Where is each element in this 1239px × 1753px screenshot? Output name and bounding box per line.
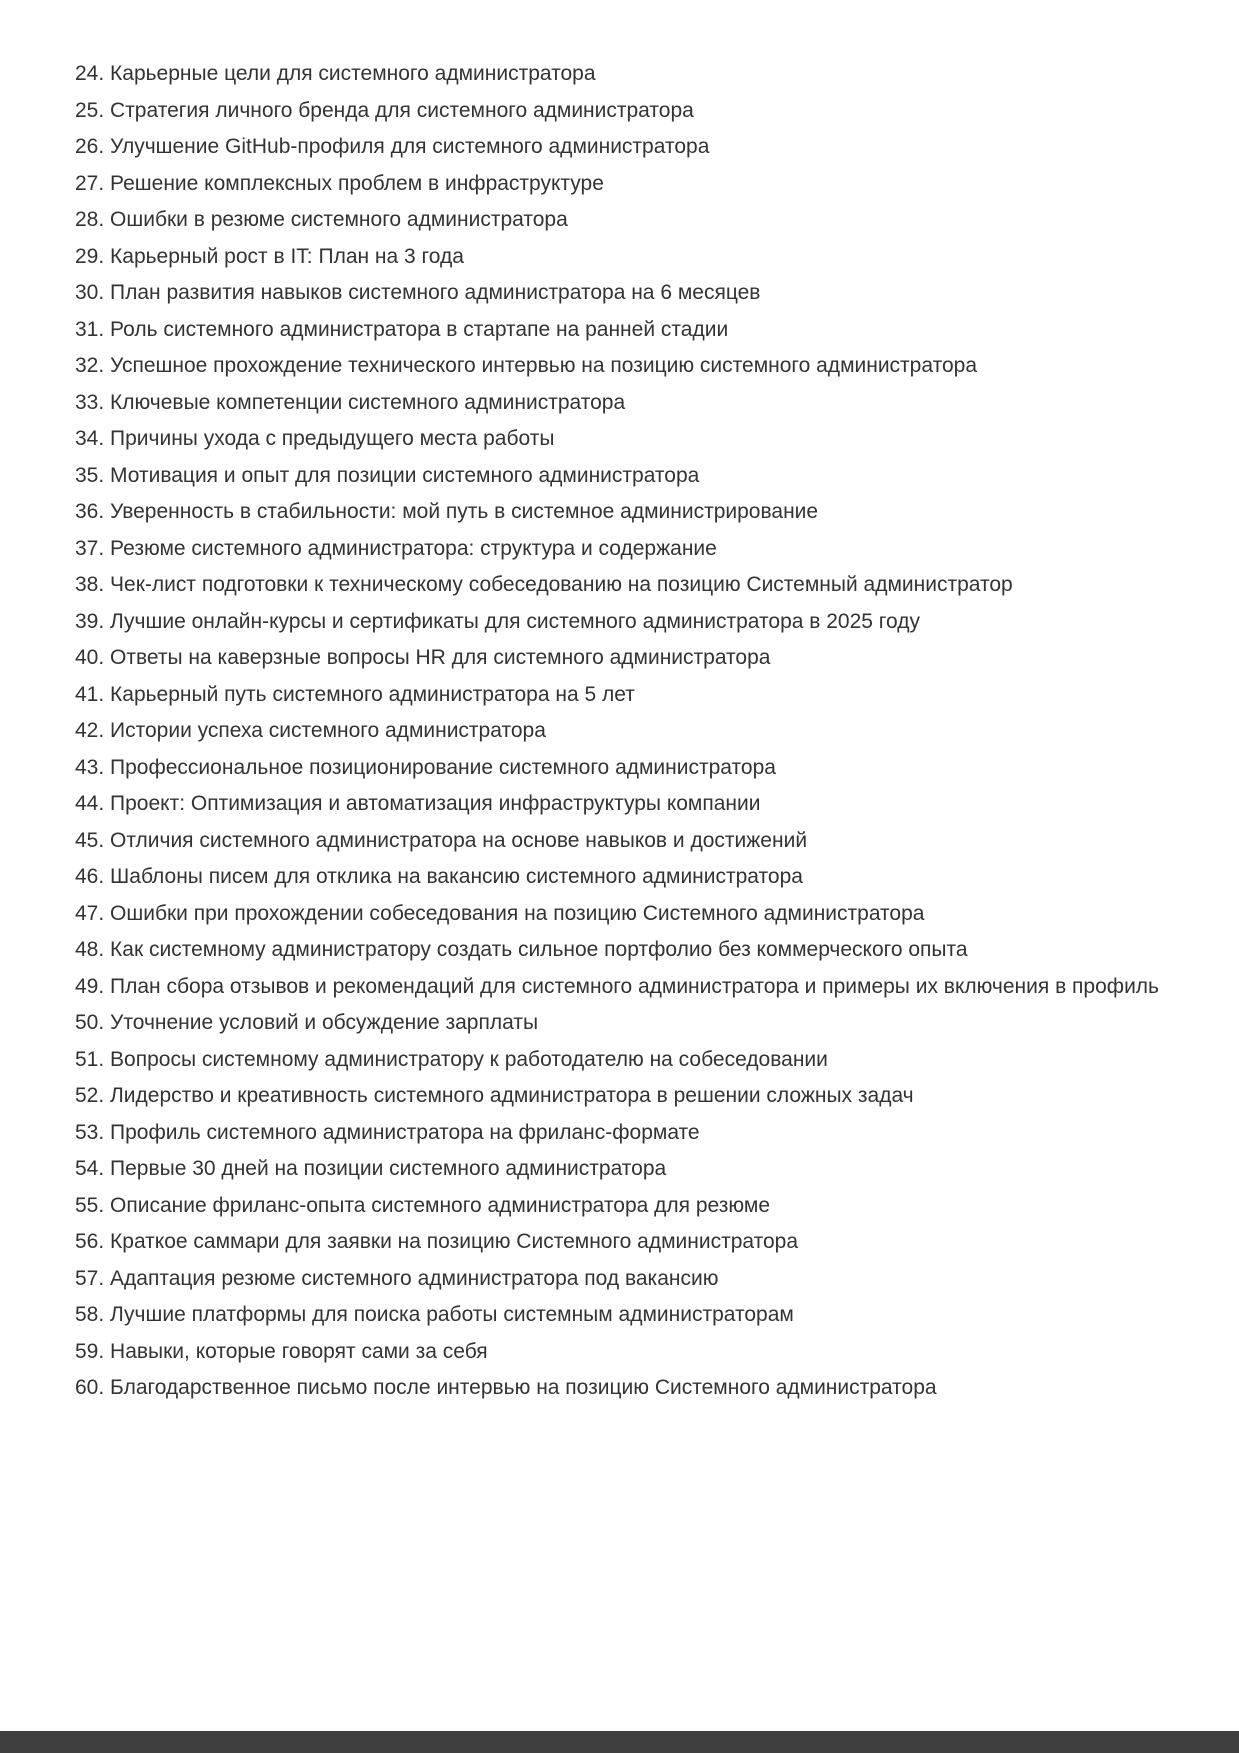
list-item: 35. Мотивация и опыт для позиции системного администратора bbox=[75, 463, 700, 487]
list-item: 43. Профессиональное позиционирование системного администратора bbox=[75, 755, 776, 779]
list-item: 44. Проект: Оптимизация и автоматизация инфраструктуры компании bbox=[75, 792, 761, 815]
list-item: 31. Роль системного администратора в стартапе на ранней стадии bbox=[75, 317, 729, 341]
list-item: 55. Описание фриланс-опыта системного администратора для резюме bbox=[75, 1193, 771, 1217]
list-item: 27. Решение комплексных проблем в инфраструктуре bbox=[75, 171, 604, 195]
list-item: 26. Улучшение GitHub-профиля для системного администратора bbox=[75, 135, 710, 158]
list-item: 33. Ключевые компетенции системного администратора bbox=[75, 390, 626, 414]
list-item: 30. План развития навыков системного администратора на 6 месяцев bbox=[75, 281, 761, 304]
list-item: 37. Резюме системного администратора: структура и содержание bbox=[75, 536, 717, 560]
list-item: 47. Ошибки при прохождении собеседования на позицию Системного администратора bbox=[75, 901, 925, 925]
list-item: 42. Истории успеха системного администратора bbox=[75, 719, 546, 742]
list-item: 24. Карьерные цели для системного администратора bbox=[75, 62, 596, 85]
list-item: 57. Адаптация резюме системного администратора под вакансию bbox=[75, 1266, 719, 1290]
list-item: 29. Карьерный рост в IT: План на 3 года bbox=[75, 244, 464, 268]
list-item: 40. Ответы на каверзные вопросы HR для системного администратора bbox=[75, 646, 771, 669]
list-item: 28. Ошибки в резюме системного администратора bbox=[75, 208, 568, 231]
next-page-edge-bar bbox=[0, 1731, 1239, 1753]
list-item: 60. Благодарственное письмо после интервью на позицию Системного администратора bbox=[75, 1376, 937, 1399]
list-item: 52. Лидерство и креативность системного администратора в решении сложных задач bbox=[75, 1084, 914, 1107]
list-item: 41. Карьерный путь системного администратора на 5 лет bbox=[75, 682, 635, 706]
list-item: 58. Лучшие платформы для поиска работы системным администраторам bbox=[75, 1303, 794, 1326]
list-item: 39. Лучшие онлайн-курсы и сертификаты для системного администратора в 2025 году bbox=[75, 609, 920, 633]
list-item: 38. Чек-лист подготовки к техническому собеседованию на позицию Системный администратор bbox=[75, 573, 1013, 596]
list-item: 45. Отличия системного администратора на основе навыков и достижений bbox=[75, 828, 808, 852]
list-item: 50. Уточнение условий и обсуждение зарплаты bbox=[75, 1011, 539, 1034]
list-item: 32. Успешное прохождение технического интервью на позицию системного администратора bbox=[75, 354, 977, 377]
list-item: 36. Уверенность в стабильности: мой путь в системное администрирование bbox=[75, 500, 819, 523]
list-item: 25. Стратегия личного бренда для системного администратора bbox=[75, 98, 694, 122]
list-item: 56. Краткое саммари для заявки на позицию Системного администратора bbox=[75, 1230, 799, 1253]
list-item: 49. План сбора отзывов и рекомендаций для системного администратора и примеры их включения в профиль bbox=[75, 974, 1159, 998]
list-item: 53. Профиль системного администратора на фриланс-формате bbox=[75, 1120, 700, 1144]
list-item: 54. Первые 30 дней на позиции системного администратора bbox=[75, 1157, 667, 1180]
list-item: 51. Вопросы системному администратору к работодателю на собеседовании bbox=[75, 1047, 828, 1071]
list-item: 46. Шаблоны писем для отклика на вакансию системного администратора bbox=[75, 865, 803, 888]
list-item: 59. Навыки, которые говорят сами за себя bbox=[75, 1339, 488, 1363]
list-item: 34. Причины ухода с предыдущего места работы bbox=[75, 427, 555, 450]
list-item: 48. Как системному администратору создать сильное портфолио без коммерческого опыта bbox=[75, 938, 968, 961]
